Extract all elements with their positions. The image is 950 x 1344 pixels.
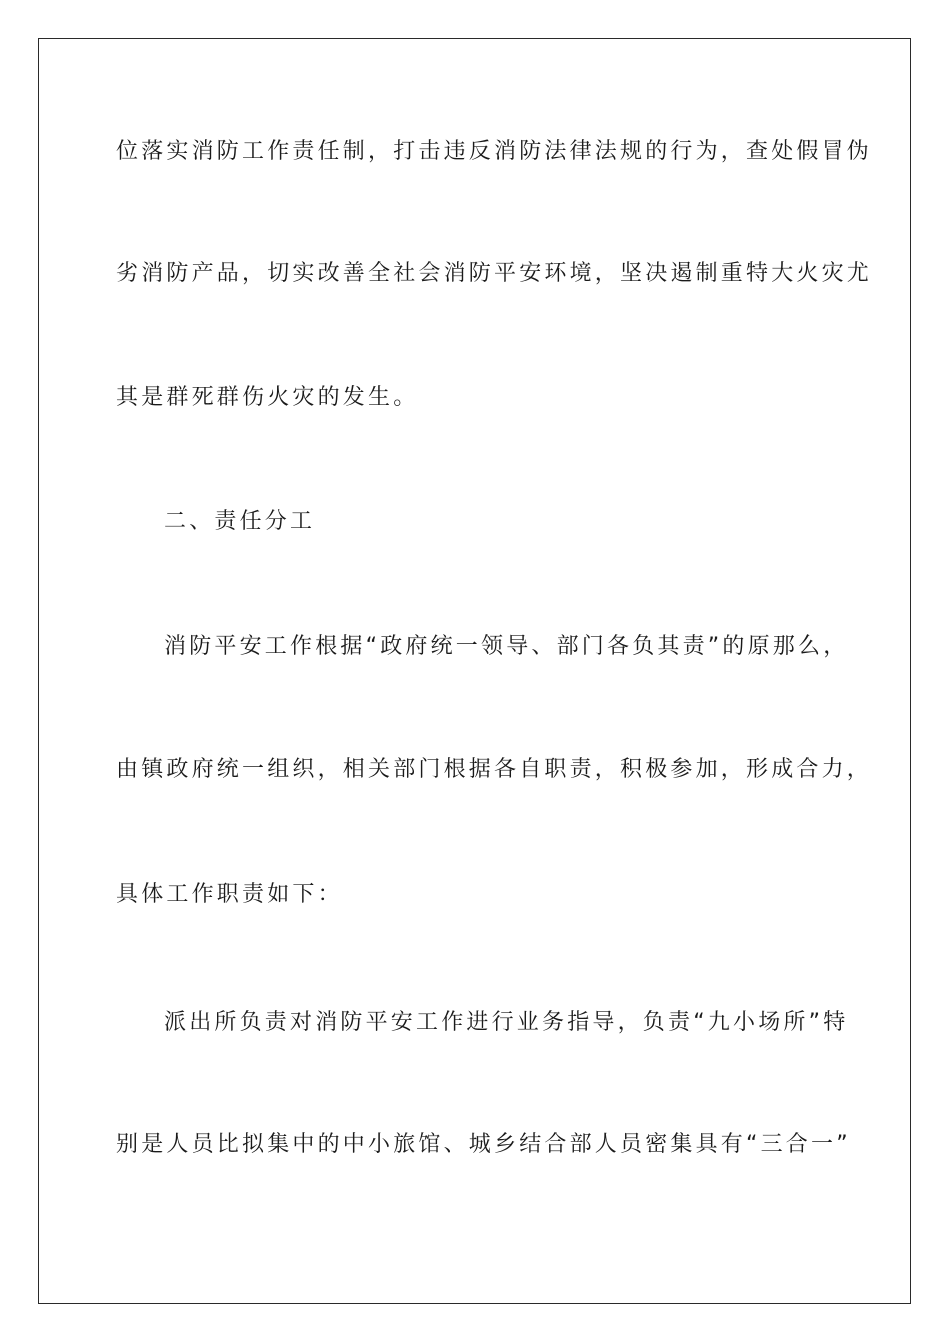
section-heading: 二、责任分工 <box>164 509 316 534</box>
body-text-line: 别是人员比拟集中的中小旅馆、城乡结合部人员密集具有“三合一” <box>116 1132 851 1157</box>
body-text-line: 消防平安工作根据“政府统一领导、部门各负其责”的原那么， <box>164 634 849 659</box>
page-border <box>38 38 911 1304</box>
body-text-line: 其是群死群伤火灾的发生。 <box>116 385 419 410</box>
body-text-line: 由镇政府统一组织，相关部门根据各自职责，积极参加，形成合力， <box>116 757 873 782</box>
body-text-line: 派出所负责对消防平安工作进行业务指导，负责“九小场所”特 <box>164 1010 849 1035</box>
body-text-line: 劣消防产品，切实改善全社会消防平安环境，坚决遏制重特大火灾尤 <box>116 261 873 286</box>
body-text-line: 具体工作职责如下： <box>116 882 343 907</box>
body-text-line: 位落实消防工作责任制，打击违反消防法律法规的行为，查处假冒伪 <box>116 139 873 164</box>
